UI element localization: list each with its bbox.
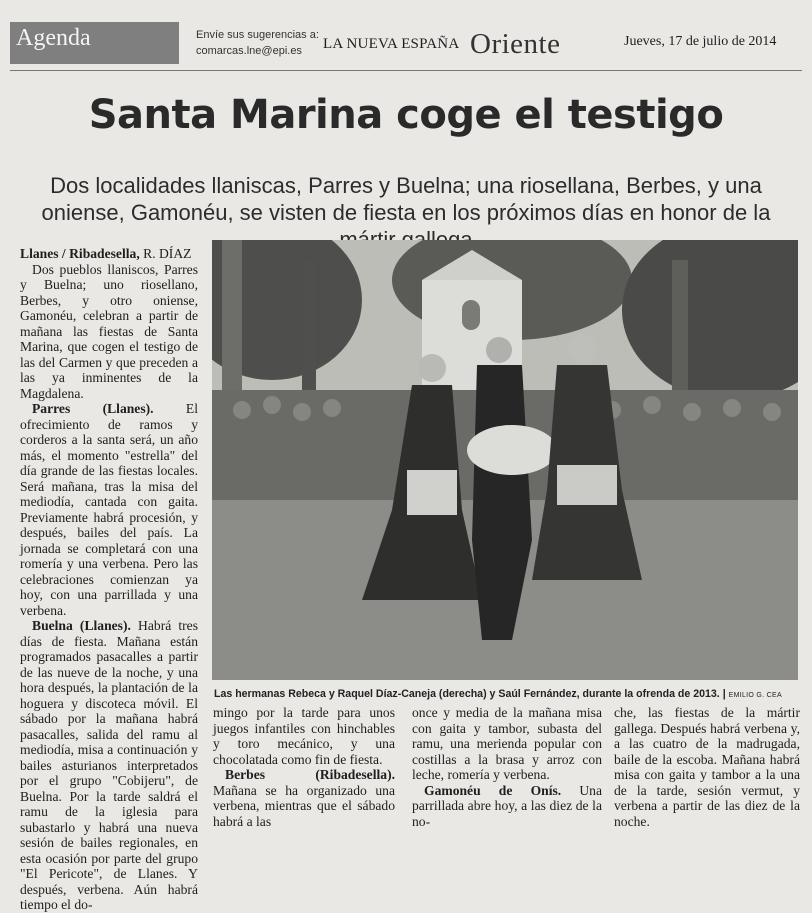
caption-text: Las hermanas Rebeca y Raquel Díaz-Caneja (derecha) y Saúl Fernández, durante la ofrenda de 2013. [214,688,720,700]
issue-date: Jueves, 17 de julio de 2014 [624,34,777,49]
header-rule [10,70,802,71]
buelna-text: Habrá tres días de fiesta. Mañana están programados pasacalles a partir de las nueve de la noche, y una hora después, la plantación de la hoguera y discoteca móvil. El sábado por la mañana habrá pasacalles, salida del ramu al mediodía, misa a continuación y bailes asturianos interpretados por el grupo "Cobijeru", de Buelna. Por la tarde saldrá el ramu de la iglesia para subastarlo y habrá una nueva sesión de bailes regionales, en esta ocasión por parte del grupo "El Pericote", de Llanes. Y después, verbena. Aún habrá tiempo el do- [20,618,199,912]
article-column-4 [614,705,800,829]
buelna-heading: Buelna (Llanes). [32,618,131,633]
byline-place: Llanes / Ribadesella, [20,246,140,261]
gamoneu-text: Una parrillada abre hoy, a las diez de la no- [412,782,602,829]
parres-text: El ofrecimiento de ramos y corderos a la santa será, un año más, el momento "estrella" del día grande de las fiestas locales. Será mañana, tras la misa del mediodía, cantada con gaita. Previamente habrá procesión, y después, bailes del país. La jornada se completará con una romería y una verbena. Pero las celebraciones comienzan ya hoy, con una parrillada y una verbena. [20,401,198,618]
gamoneu-heading: Gamonéu de Onís. [424,782,562,798]
parres-heading: Parres (Llanes). [32,401,154,416]
col2-continuation: mingo por la tarde para unos juegos infantiles con hinchables y toro mecánico, y una chocolatada como fin de fiesta. [213,705,395,767]
buelna-paragraph [20,618,198,913]
berbes-paragraph [213,767,395,829]
newspaper-name: LA NUEVA ESPAÑA [323,36,460,52]
event-photo [212,240,798,680]
article-column-3 [412,705,602,829]
col4-continuation: che, las fiestas de la mártir gallega. Después habrá verbena y, a las cuatro de la madrugada, baile de la escoba. Mañana habrá misa con gaita y tambor a la una de la tarde, sesión vermut, y verbena a partir de las diez de la noche. [614,705,800,829]
byline-author: R. DÍAZ [143,246,192,261]
subheadline: Dos localidades llaniscas, Parres y Buelna; una riosellana, Berbes, y una oniense, Gamonéu, se visten de fiesta en los próximos días en honor de la [41,173,771,225]
edition-name: Oriente [470,28,561,60]
contact-line: Envíe sus sugerencias a: [196,29,319,41]
berbes-heading: Berbes (Ribadesella). [225,767,395,782]
col3-continuation: once y media de la mañana misa con gaita y tambor, subasta del ramu, una merienda popular con costillas a la brasa y arroz con leche, romería y verbena. [412,705,602,782]
contact-info [196,27,319,59]
article-column-1 [20,246,198,913]
article-column-2 [213,705,395,829]
section-label-box [10,22,179,64]
byline [20,246,198,262]
contact-email: comarcas.lne@epi.es [196,45,302,57]
photo-caption: Las hermanas Rebeca y Raquel Díaz-Caneja (derecha) y Saúl Fernández, durante la ofrenda de 2013. | EMILIO G. CEA [214,688,782,700]
berbes-text: Mañana se ha organizado una verbena, mientras que el sábado habrá a las [213,782,395,829]
photo-illustration [212,240,798,680]
section-label: Agenda [16,25,91,51]
intro-paragraph: Dos pueblos llaniscos, Parres y Buelna; uno riosellano, Berbes, y otro oniense, Gamonéu, celebran a partir de mañana las fiestas de Santa Marina, que cogen el testigo de las del Carmen y que preceden a las ya inminentes de la Magdalena. [20,261,198,401]
gamoneu-paragraph [412,783,602,830]
parres-paragraph [20,401,198,618]
photo-credit: EMILIO G. CEA [728,692,782,699]
headline: Santa Marina coge el testigo [88,92,724,138]
